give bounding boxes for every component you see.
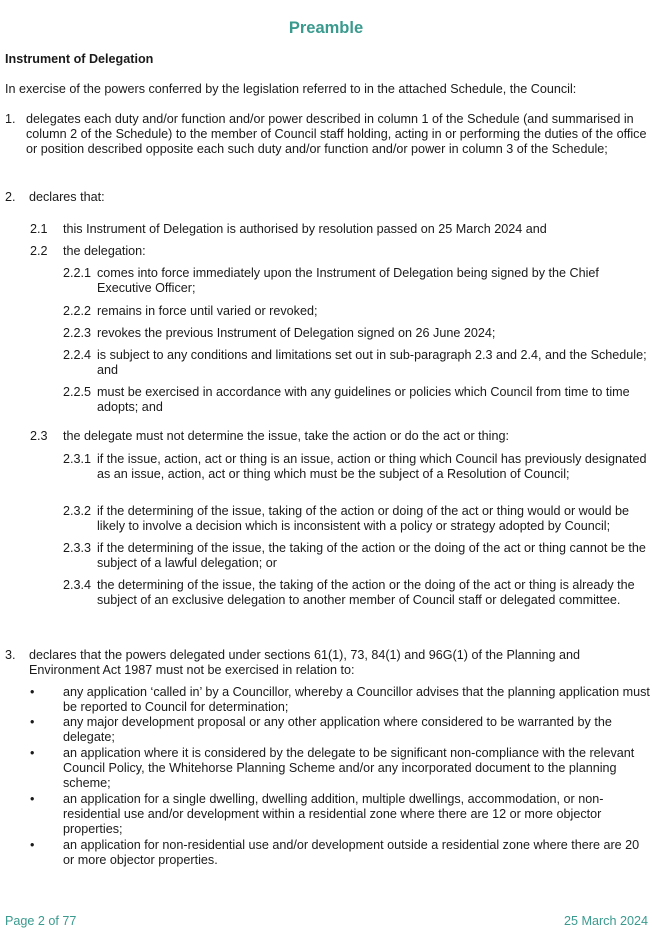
- bullet-text: an application for a single dwelling, dwelling addition, multiple dwellings, accommodation, or non-residential use and/or development within a residential zone where there are 12 or more objector properties;: [63, 792, 604, 836]
- bullet-text: any application ‘called in’ by a Councillor, whereby a Councillor advises that the planning application must be reported to Council for determination;: [63, 685, 650, 714]
- subsubitem-number: 2.2.5: [63, 385, 92, 399]
- bullet-text: any major development proposal or any other application where considered to be warranted by the delegate;: [63, 715, 612, 744]
- subsubitem-text: if the determining of the issue, the taking of the action or the doing of the act or thing cannot be the subject of a lawful delegation; or: [97, 541, 646, 570]
- bullet-icon: •: [30, 715, 35, 729]
- item-number: 3.: [5, 648, 16, 662]
- bullet-icon: •: [30, 838, 35, 852]
- page-number: Page 2 of 77: [5, 914, 77, 928]
- bullet-icon: •: [30, 792, 35, 806]
- subsubitem-text: comes into force immediately upon the Instrument of Delegation being signed by the Chief Executive Officer;: [97, 266, 599, 295]
- section-heading: Instrument of Delegation: [5, 52, 154, 66]
- bullet-icon: •: [30, 746, 35, 760]
- subsubitem-text: if the issue, action, act or thing is an issue, action or thing which Council has previously designated as an issue, action, act or thing which must be the subject of a Resolution of Council;: [97, 452, 647, 481]
- subitem-number: 2.2: [30, 244, 48, 258]
- subsubitem-number: 2.2.2: [63, 304, 92, 318]
- item-text: declares that the powers delegated under sections 61(1), 73, 84(1) and 96G(1) of the Planning and Environment Act 1987 must not be exercised in relation to:: [29, 648, 580, 677]
- subsubitem-number: 2.2.1: [63, 266, 92, 280]
- subitem-number: 2.1: [30, 222, 48, 236]
- subsubitem-text: revokes the previous Instrument of Delegation signed on 26 June 2024;: [97, 326, 496, 340]
- subsubitem-text: remains in force until varied or revoked;: [97, 304, 318, 318]
- subitem-number: 2.3: [30, 429, 48, 443]
- item-text: declares that:: [29, 190, 105, 204]
- item-text: delegates each duty and/or function and/or power described in column 1 of the Schedule (and summarised in column 2 of the Schedule) to the member of Council staff holding, acting in or performing the duties of the office or position described opposite each such duty and/or function and/or power in column 3 of the Schedule;: [26, 112, 647, 156]
- intro-paragraph: In exercise of the powers conferred by the legislation referred to in the attached Schedule, the Council:: [5, 82, 577, 96]
- subsubitem-number: 2.2.4: [63, 348, 92, 362]
- subsubitem-number: 2.3.1: [63, 452, 92, 466]
- item-number: 1.: [5, 112, 16, 126]
- subsubitem-text: the determining of the issue, the taking of the action or the doing of the act or thing is already the subject of an exclusive delegation to another member of Council staff or delegated committee.: [97, 578, 635, 607]
- subsubitem-number: 2.2.3: [63, 326, 92, 340]
- subsubitem-text: if the determining of the issue, taking of the action or doing of the act or thing would or would be likely to involve a decision which is inconsistent with a policy or strategy adopted by Council;: [97, 504, 630, 533]
- subsubitem-text: is subject to any conditions and limitations set out in sub-paragraph 2.3 and 2.4, and the Schedule; and: [97, 348, 647, 377]
- bullet-text: an application for non-residential use and/or development outside a residential zone where there are 20 or more objector properties.: [63, 838, 640, 867]
- bullet-icon: •: [30, 685, 35, 699]
- subsubitem-text: must be exercised in accordance with any guidelines or policies which Council from time to time adopts; and: [97, 385, 630, 414]
- subsubitem-number: 2.3.4: [63, 578, 92, 592]
- subitem-text: the delegate must not determine the issue, take the action or do the act or thing:: [63, 429, 509, 443]
- subitem-text: the delegation:: [63, 244, 146, 258]
- subsubitem-number: 2.3.2: [63, 504, 92, 518]
- item-number: 2.: [5, 190, 16, 204]
- bullet-text: an application where it is considered by the delegate to be significant non-compliance with the relevant Council Policy, the Whitehorse Planning Scheme and/or any incorporated document to the planning scheme;: [63, 746, 635, 790]
- page-title: Preamble: [288, 19, 364, 37]
- footer-date: 25 March 2024: [563, 914, 648, 928]
- subsubitem-number: 2.3.3: [63, 541, 92, 555]
- subitem-text: this Instrument of Delegation is authorised by resolution passed on 25 March 2024 and: [63, 222, 547, 236]
